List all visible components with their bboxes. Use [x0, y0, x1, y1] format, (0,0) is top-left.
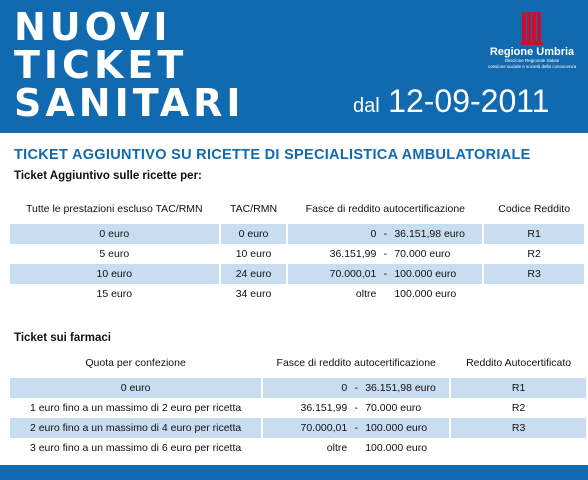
cell-income-code: R2 — [450, 398, 587, 418]
cell-quota: 0 euro — [10, 378, 262, 398]
cell-income-range — [287, 244, 483, 264]
cell-income-range — [262, 438, 450, 458]
section-1-label: Ticket Aggiuntivo sulle ricette per: — [14, 170, 202, 182]
logo-subtitle-1: Direzione Regionale Salute — [504, 58, 560, 63]
cell-tac-rmn: 34 euro — [220, 284, 288, 304]
table-row — [10, 264, 585, 284]
range-from: 0 — [370, 228, 377, 240]
cell-income-code: R3 — [450, 418, 587, 438]
logo-name: Regione Umbria — [489, 46, 575, 58]
table-header-row — [10, 194, 585, 224]
cell-prestazioni: 0 euro — [10, 224, 220, 244]
range-to: 100.000 euro — [365, 422, 428, 434]
cell-prestazioni: 5 euro — [10, 244, 220, 264]
cell-income-range — [262, 378, 450, 398]
effective-date — [353, 83, 549, 120]
main-heading: TICKET AGGIUNTIVO SU RICETTE DI SPECIALISTICA AMBULATORIALE — [14, 147, 531, 163]
cell-quota: 1 euro fino a un massimo di 2 euro per ricetta — [10, 398, 262, 418]
date-value: 12-09-2011 — [388, 83, 550, 119]
range-separator: - — [383, 228, 388, 240]
cell-income-range — [262, 398, 450, 418]
range-from: 36.151,99 — [329, 248, 377, 260]
column-header: Fasce di reddito autocertificazione — [262, 348, 450, 378]
cell-income-code: R1 — [450, 378, 587, 398]
range-from: oltre — [355, 288, 377, 300]
candle-emblem-icon — [521, 12, 543, 42]
range-separator: - — [383, 268, 388, 280]
range-separator: - — [354, 422, 358, 434]
column-header: Reddito Autocertificato — [450, 348, 587, 378]
cell-income-range — [287, 284, 483, 304]
date-prefix: dal — [353, 95, 380, 117]
range-to: 100.000 euro — [394, 288, 457, 300]
table-row — [10, 378, 587, 398]
table-header-row — [10, 348, 587, 378]
cell-tac-rmn: 10 euro — [220, 244, 288, 264]
range-from: 70.000,01 — [329, 268, 377, 280]
range-from: 0 — [341, 382, 348, 394]
ticket-aggiuntivo-table — [10, 194, 586, 304]
range-separator: - — [354, 402, 358, 414]
range-to: 36.151,98 euro — [394, 228, 465, 240]
column-header: Fasce di reddito autocertificazione — [287, 194, 483, 224]
cell-income-range — [287, 224, 483, 244]
range-to: 100.000 euro — [365, 442, 428, 454]
range-to: 36.151,98 euro — [365, 382, 436, 394]
cell-tac-rmn: 0 euro — [220, 224, 288, 244]
range-to: 70.000 euro — [394, 248, 451, 260]
section-2-label: Ticket sui farmaci — [14, 332, 111, 344]
range-from: oltre — [326, 442, 348, 454]
range-to: 100.000 euro — [394, 268, 457, 280]
table-row — [10, 284, 585, 304]
cell-income-code: R2 — [483, 244, 585, 264]
cell-tac-rmn: 24 euro — [220, 264, 288, 284]
ticket-farmaci-table — [10, 348, 588, 458]
column-header: TAC/RMN — [220, 194, 288, 224]
footer-bar — [0, 465, 588, 480]
range-separator: - — [383, 248, 388, 260]
regione-umbria-logo — [482, 12, 582, 70]
banner-title-line-3: SANITARI — [14, 81, 245, 125]
column-header: Quota per confezione — [10, 348, 262, 378]
logo-subtitle-2: coesione sociale e società della conoscenza — [487, 64, 577, 69]
table-row — [10, 224, 585, 244]
cell-income-code — [483, 284, 585, 304]
header-banner — [0, 0, 588, 133]
range-from: 70.000,01 — [300, 422, 348, 434]
range-to: 70.000 euro — [365, 402, 422, 414]
banner-title-line-2: TICKET — [14, 43, 188, 87]
cell-income-range — [287, 264, 483, 284]
banner-title-line-1: NUOVI — [14, 5, 172, 49]
cell-income-range — [262, 418, 450, 438]
table-row — [10, 398, 587, 418]
cell-income-code: R3 — [483, 264, 585, 284]
table-row — [10, 418, 587, 438]
banner-title — [14, 5, 245, 125]
cell-income-code: R1 — [483, 224, 585, 244]
column-header: Codice Reddito — [483, 194, 585, 224]
range-from: 36.151,99 — [300, 402, 348, 414]
range-separator: - — [354, 382, 358, 394]
table-row — [10, 438, 587, 458]
table-row — [10, 244, 585, 264]
cell-prestazioni: 10 euro — [10, 264, 220, 284]
cell-quota: 3 euro fino a un massimo di 6 euro per ricetta — [10, 438, 262, 458]
cell-quota: 2 euro fino a un massimo di 4 euro per ricetta — [10, 418, 262, 438]
column-header: Tutte le prestazioni escluso TAC/RMN — [10, 194, 220, 224]
cell-income-code — [450, 438, 587, 458]
cell-prestazioni: 15 euro — [10, 284, 220, 304]
